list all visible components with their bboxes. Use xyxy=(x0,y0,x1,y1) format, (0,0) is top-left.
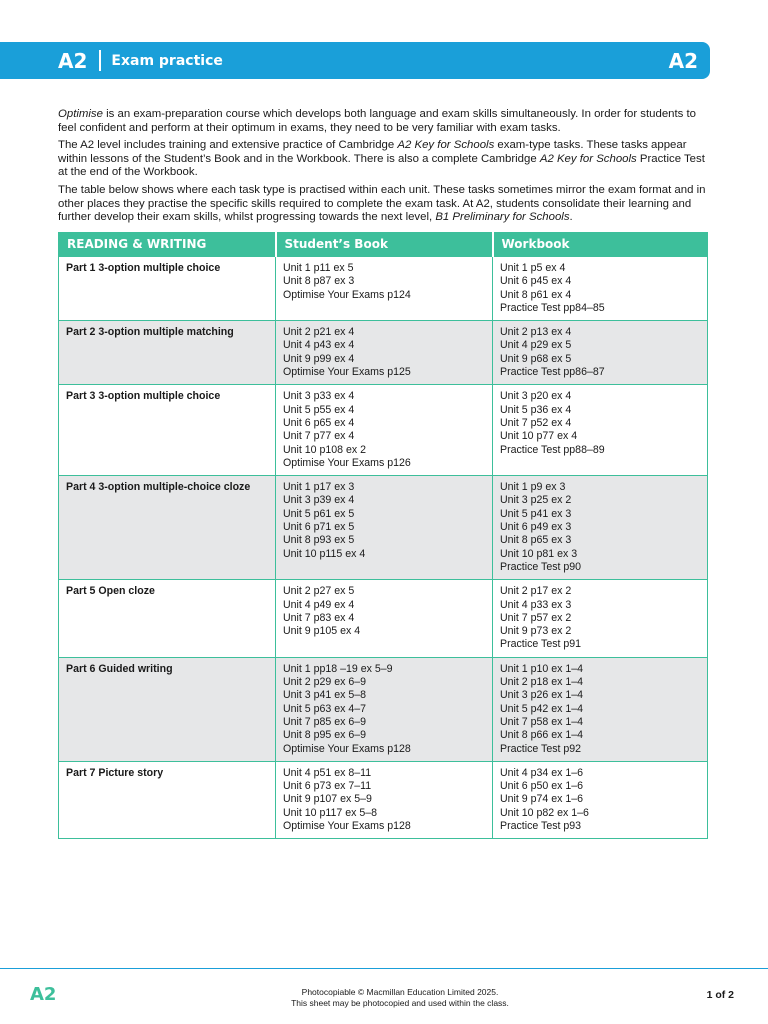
reference-line: Unit 10 p108 ex 2 xyxy=(283,443,367,456)
reference-line: Unit 2 p18 ex 1–4 xyxy=(500,676,584,689)
reference-line: Unit 2 p21 ex 4 xyxy=(283,326,355,339)
reference-line: Unit 9 p73 ex 2 xyxy=(500,625,572,638)
reference-line: Optimise Your Exams p128 xyxy=(283,819,411,832)
reference-line: Unit 1 pp18 –19 ex 5–9 xyxy=(283,662,393,675)
reference-line: Unit 7 p58 ex 1–4 xyxy=(500,715,584,728)
reference-line: Optimise Your Exams p126 xyxy=(283,456,411,469)
task-type-cell: Part 6 Guided writing xyxy=(59,657,276,761)
reference-line: Unit 9 p105 ex 4 xyxy=(283,625,361,638)
copyright-notice xyxy=(250,987,550,1009)
intro-paragraph-1 xyxy=(58,108,708,135)
reference-line: Practice Test p92 xyxy=(500,742,582,755)
table-row xyxy=(59,580,708,657)
task-type-cell: Part 3 3-option multiple choice xyxy=(59,385,276,476)
reference-line: Unit 1 p17 ex 3 xyxy=(283,481,355,494)
intro-p1-text: is an exam-preparation course which develops both language and exam skills simultaneously. In order for students to feel confident and perform at their optimum in exams, they need to be very familiar with exam tasks. xyxy=(58,108,697,134)
reference-line: Unit 8 p95 ex 6–9 xyxy=(283,729,367,742)
reference-line: Unit 3 p39 ex 4 xyxy=(283,494,355,507)
workbook-cell xyxy=(493,321,708,385)
reference-line: Unit 3 p41 ex 5–8 xyxy=(283,689,367,702)
intro-p2-a: The A2 level includes training and extensive practice of Cambridge xyxy=(58,139,398,152)
exam-name: A2 Key for Schools xyxy=(539,152,637,165)
reference-line: Unit 10 p115 ex 4 xyxy=(283,547,366,560)
reference-line: Unit 5 p63 ex 4–7 xyxy=(283,702,367,715)
task-type-cell: Part 4 3-option multiple-choice cloze xyxy=(59,476,276,580)
reference-line: Unit 5 p61 ex 5 xyxy=(283,507,355,520)
reference-line: Unit 7 p52 ex 4 xyxy=(500,416,572,429)
reference-line: Optimise Your Exams p125 xyxy=(283,366,411,379)
reference-line: Unit 8 p93 ex 5 xyxy=(283,534,355,547)
reference-line: Unit 5 p41 ex 3 xyxy=(500,507,572,520)
reference-line: Unit 8 p66 ex 1–4 xyxy=(500,729,584,742)
reference-line: Unit 6 p65 ex 4 xyxy=(283,416,355,429)
table-row xyxy=(59,761,708,838)
reference-line: Unit 2 p17 ex 2 xyxy=(500,585,572,598)
students-book-cell xyxy=(276,476,493,580)
reference-line: Unit 4 p43 ex 4 xyxy=(283,339,355,352)
reference-line: Unit 6 p45 ex 4 xyxy=(500,275,572,288)
reference-line: Practice Test pp88–89 xyxy=(500,443,605,456)
footer-level: A2 xyxy=(30,984,57,1005)
task-type-cell: Part 7 Picture story xyxy=(59,761,276,838)
table-header-row xyxy=(59,233,708,257)
reference-line: Optimise Your Exams p128 xyxy=(283,742,411,755)
reference-line: Unit 2 p13 ex 4 xyxy=(500,326,572,339)
reference-line: Unit 1 p10 ex 1–4 xyxy=(500,662,584,675)
reference-line: Practice Test p90 xyxy=(500,560,582,573)
exam-practice-table xyxy=(58,232,708,839)
intro-p3-b: . xyxy=(569,211,573,224)
header-level: A2 xyxy=(58,48,88,73)
reference-line: Unit 3 p25 ex 2 xyxy=(500,494,572,507)
reference-line: Unit 4 p29 ex 5 xyxy=(500,339,572,352)
reference-line: Unit 9 p107 ex 5–9 xyxy=(283,793,372,806)
reference-line: Unit 1 p9 ex 3 xyxy=(500,481,566,494)
column-header-students-book: Student’s Book xyxy=(276,233,493,257)
page-number: 1 of 2 xyxy=(706,989,734,1001)
task-type-cell: Part 2 3-option multiple matching xyxy=(59,321,276,385)
reference-line: Unit 3 p33 ex 4 xyxy=(283,390,355,403)
reference-line: Unit 4 p34 ex 1–6 xyxy=(500,766,584,779)
reference-line: Unit 9 p68 ex 5 xyxy=(500,352,572,365)
table-row xyxy=(59,657,708,761)
table-row xyxy=(59,476,708,580)
column-header-task: READING & WRITING xyxy=(59,233,276,257)
reference-line: Practice Test pp84–85 xyxy=(500,301,605,314)
reference-line: Unit 5 p42 ex 1–4 xyxy=(500,702,584,715)
reference-line: Unit 2 p27 ex 5 xyxy=(283,585,355,598)
students-book-cell xyxy=(276,657,493,761)
reference-line: Unit 6 p73 ex 7–11 xyxy=(283,780,372,793)
reference-line: Unit 4 p51 ex 8–11 xyxy=(283,766,372,779)
reference-line: Unit 9 p99 ex 4 xyxy=(283,352,355,365)
reference-line: Practice Test p93 xyxy=(500,819,582,832)
reference-line: Unit 10 p77 ex 4 xyxy=(500,430,578,443)
reference-line: Unit 6 p49 ex 3 xyxy=(500,521,572,534)
reference-line: Unit 2 p29 ex 6–9 xyxy=(283,676,367,689)
intro-p3-a: The table below shows where each task type is practised within each unit. These tasks sometimes mirror the exam format and in other places they practise the specific skills required to complete the exam task. At A2, students consolidate their learning and further develop their exam skills, whilst progressing towards the next level, xyxy=(58,183,706,224)
reference-line: Practice Test p91 xyxy=(500,638,582,651)
exam-name: A2 Key for Schools xyxy=(397,139,495,152)
next-level-name: B1 Preliminary for Schools xyxy=(435,211,570,224)
reference-line: Unit 5 p36 ex 4 xyxy=(500,403,572,416)
header-divider xyxy=(99,50,101,71)
reference-line: Unit 7 p85 ex 6–9 xyxy=(283,715,367,728)
reference-line: Unit 10 p81 ex 3 xyxy=(500,547,578,560)
students-book-cell xyxy=(276,580,493,657)
reference-line: Unit 8 p61 ex 4 xyxy=(500,288,572,301)
workbook-cell xyxy=(493,580,708,657)
reference-line: Unit 7 p83 ex 4 xyxy=(283,611,355,624)
reference-line: Unit 7 p77 ex 4 xyxy=(283,430,355,443)
reference-line: Unit 10 p82 ex 1–6 xyxy=(500,806,589,819)
reference-line: Unit 10 p117 ex 5–8 xyxy=(283,806,378,819)
reference-line: Unit 6 p71 ex 5 xyxy=(283,521,355,534)
workbook-cell xyxy=(493,385,708,476)
header-bar xyxy=(0,42,710,79)
workbook-cell xyxy=(493,476,708,580)
reference-line: Unit 6 p50 ex 1–6 xyxy=(500,780,584,793)
reference-line: Unit 4 p33 ex 3 xyxy=(500,598,572,611)
course-name: Optimise xyxy=(58,108,103,120)
table-row xyxy=(59,385,708,476)
copyright-line-2: This sheet may be photocopied and used within the class. xyxy=(291,998,509,1008)
intro-p2-b: exam-type tasks. These tasks appear within lessons of the Student’s Book and in the Workbook. There is also a complete Cambridge xyxy=(58,139,687,165)
reference-line: Unit 8 p65 ex 3 xyxy=(500,534,572,547)
intro-paragraph-3 xyxy=(58,184,708,225)
reference-line: Unit 3 p26 ex 1–4 xyxy=(500,689,584,702)
table-row xyxy=(59,321,708,385)
reference-line: Unit 9 p74 ex 1–6 xyxy=(500,793,584,806)
students-book-cell xyxy=(276,385,493,476)
reference-line: Unit 5 p55 ex 4 xyxy=(283,403,355,416)
reference-line: Unit 1 p11 ex 5 xyxy=(283,262,354,274)
column-header-workbook: Workbook xyxy=(493,233,708,257)
intro-paragraph-2 xyxy=(58,139,708,180)
workbook-cell xyxy=(493,761,708,838)
table-row xyxy=(59,257,708,321)
students-book-cell xyxy=(276,761,493,838)
reference-line: Unit 1 p5 ex 4 xyxy=(500,262,566,274)
students-book-cell xyxy=(276,321,493,385)
copyright-line-1: Photocopiable © Macmillan Education Limited 2025. xyxy=(301,987,499,997)
table-body xyxy=(59,257,708,839)
reference-line: Practice Test pp86–87 xyxy=(500,366,605,379)
students-book-cell xyxy=(276,257,493,321)
reference-line: Unit 8 p87 ex 3 xyxy=(283,275,355,288)
workbook-cell xyxy=(493,657,708,761)
workbook-cell xyxy=(493,257,708,321)
footer-divider xyxy=(0,968,768,969)
reference-line: Optimise Your Exams p124 xyxy=(283,288,411,301)
task-type-cell: Part 5 Open cloze xyxy=(59,580,276,657)
reference-line: Unit 4 p49 ex 4 xyxy=(283,598,355,611)
page-title: Exam practice xyxy=(111,52,223,69)
reference-line: Unit 3 p20 ex 4 xyxy=(500,390,572,403)
intro-text xyxy=(58,108,708,229)
task-type-cell: Part 1 3-option multiple choice xyxy=(59,257,276,321)
intro-p2-c: Practice Test at the end of the Workbook. xyxy=(58,152,705,179)
reference-line: Unit 7 p57 ex 2 xyxy=(500,611,572,624)
header-level-right: A2 xyxy=(668,48,698,73)
